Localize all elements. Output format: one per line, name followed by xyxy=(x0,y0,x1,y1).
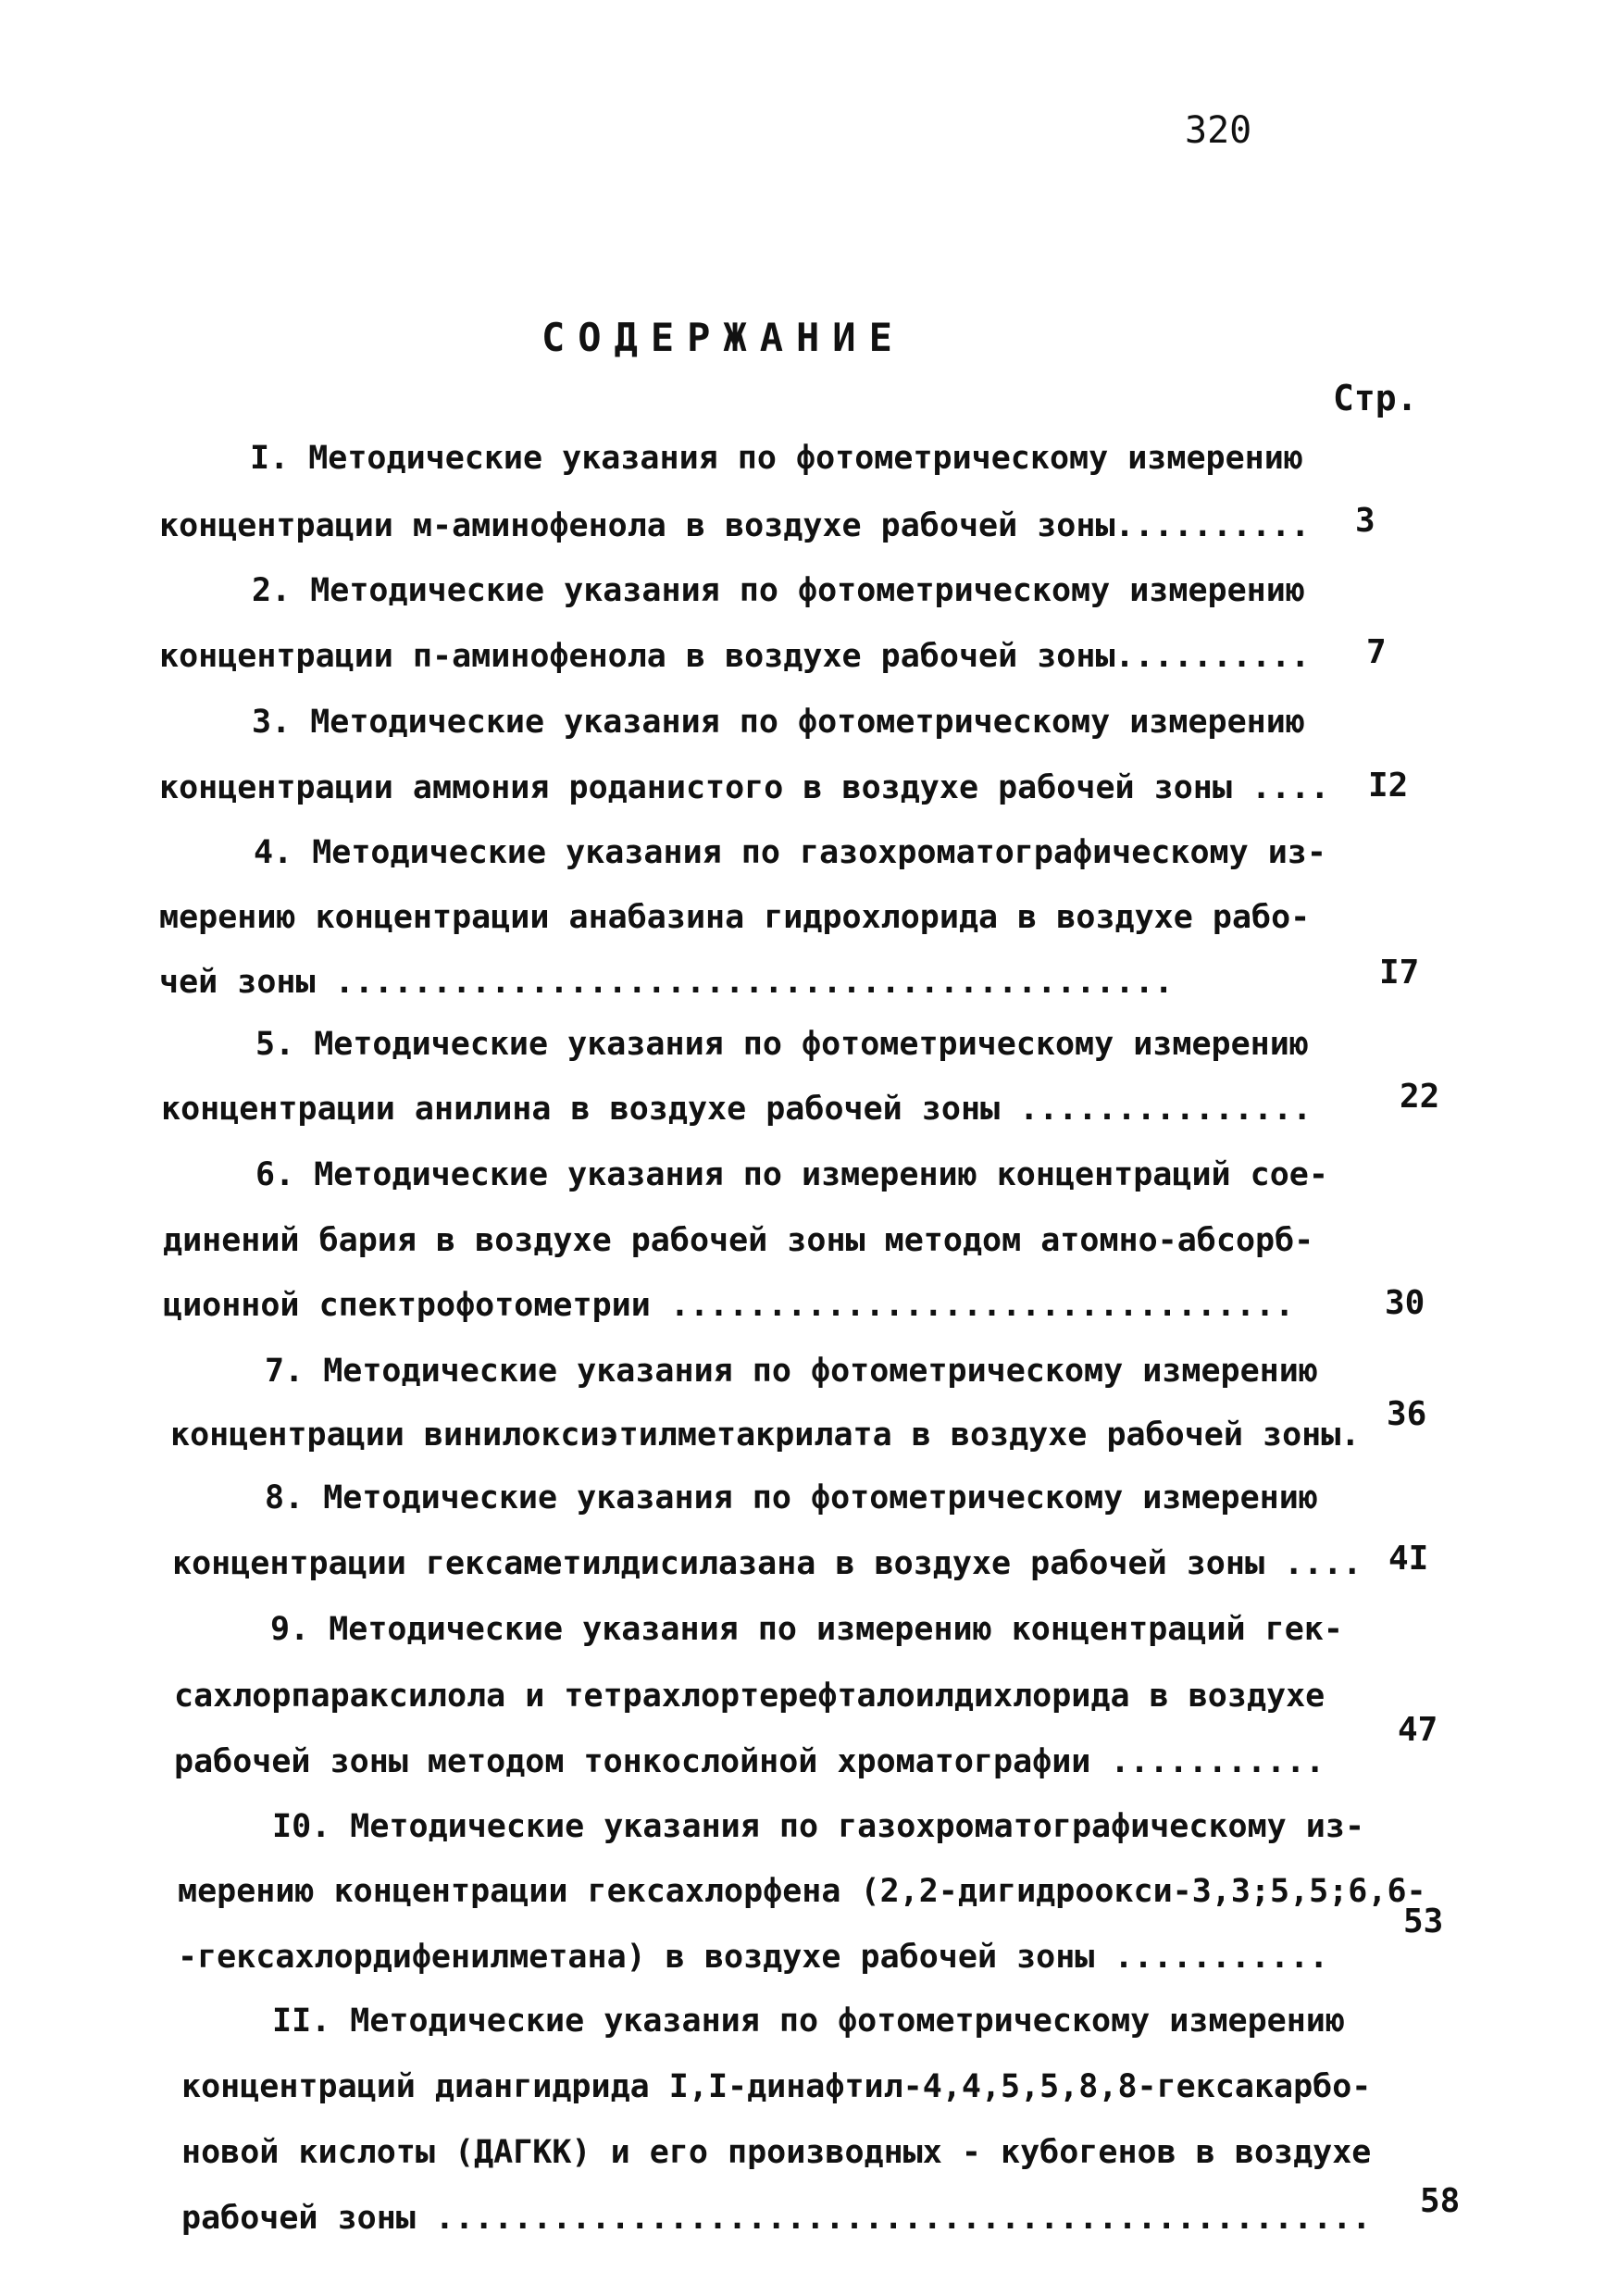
toc-line: 6. Методические указания по измерению концентраций сое- xyxy=(255,1156,1328,1193)
toc-page-number: 47 xyxy=(1398,1711,1438,1749)
toc-line: рабочей зоны методом тонкослойной хроматографии ........... xyxy=(174,1743,1326,1780)
toc-page-number: I7 xyxy=(1379,954,1420,992)
toc-line: сахлорпараксилола и тетрахлортерефталоилдихлорида в воздухе xyxy=(174,1678,1326,1715)
toc-line: динений бария в воздухе рабочей зоны методом атомно-абсорб- xyxy=(163,1222,1314,1259)
page-number: 320 xyxy=(1185,109,1252,152)
toc-page-number: 36 xyxy=(1387,1395,1427,1433)
toc-line: концентраций диангидрида I,I-динафтил-4,4,5,5,8,8-гексакарбо- xyxy=(181,2068,1372,2105)
toc-line: чей зоны ........................................... xyxy=(159,964,1174,1001)
toc-line: ционной спектрофотометрии ................................ xyxy=(163,1287,1295,1324)
toc-line: 2. Методические указания по фотометрическому измерению xyxy=(252,572,1305,609)
page-column-header: Стр. xyxy=(1333,378,1418,418)
toc-line: I. Методические указания по фотометрическому измерению xyxy=(250,440,1303,477)
toc-line: концентрации аммония роданистого в воздухе рабочей зоны .... xyxy=(159,769,1330,806)
page-title: СОДЕРЖАНИЕ xyxy=(541,315,905,360)
toc-line: II. Методические указания по фотометрическому измерению xyxy=(272,2003,1345,2040)
toc-line: 8. Методические указания по фотометрическому измерению xyxy=(265,1479,1318,1516)
toc-line: мерению концентрации гексахлорфена (2,2-дигидроокси-3,3;5,5;6,6- xyxy=(178,1873,1426,1910)
toc-page-number: 7 xyxy=(1366,633,1387,671)
toc-line: концентрации анилина в воздухе рабочей зоны ............... xyxy=(161,1091,1313,1128)
toc-line: новой кислоты (ДАГКК) и его производных - кубогенов в воздухе xyxy=(181,2134,1372,2171)
toc-line: 7. Методические указания по фотометрическому измерению xyxy=(265,1353,1318,1390)
toc-line: концентрации п-аминофенола в воздухе рабочей зоны.......... xyxy=(159,638,1311,675)
toc-page-number: 58 xyxy=(1420,2182,1461,2220)
toc-page-number: 22 xyxy=(1400,1078,1440,1116)
toc-line: -гексахлордифенилметана) в воздухе рабочей зоны ........... xyxy=(178,1939,1329,1976)
toc-page-number: 53 xyxy=(1403,1903,1444,1940)
toc-page-number: I2 xyxy=(1368,767,1409,805)
toc-line: 5. Методические указания по фотометрическому измерению xyxy=(255,1026,1309,1063)
toc-line: концентрации м-аминофенола в воздухе рабочей зоны.......... xyxy=(159,507,1311,544)
toc-page-number: 4I xyxy=(1388,1540,1429,1578)
toc-line: концентрации гексаметилдисилазана в воздухе рабочей зоны .... xyxy=(172,1545,1363,1582)
toc-line: I0. Методические указания по газохроматографическому из- xyxy=(272,1808,1365,1845)
toc-line: 9. Методические указания по измерению концентраций гек- xyxy=(270,1611,1343,1648)
toc-page-number: 30 xyxy=(1385,1284,1425,1322)
toc-line: концентрации винилоксиэтилметакрилата в воздухе рабочей зоны. xyxy=(170,1416,1361,1454)
toc-line: рабочей зоны ................................................ xyxy=(181,2200,1372,2237)
toc-page-number: 3 xyxy=(1355,502,1375,540)
toc-line: 4. Методические указания по газохроматографическому из- xyxy=(254,834,1326,871)
toc-line: мерению концентрации анабазина гидрохлорида в воздухе рабо- xyxy=(159,899,1311,936)
toc-line: 3. Методические указания по фотометрическому измерению xyxy=(252,704,1305,741)
